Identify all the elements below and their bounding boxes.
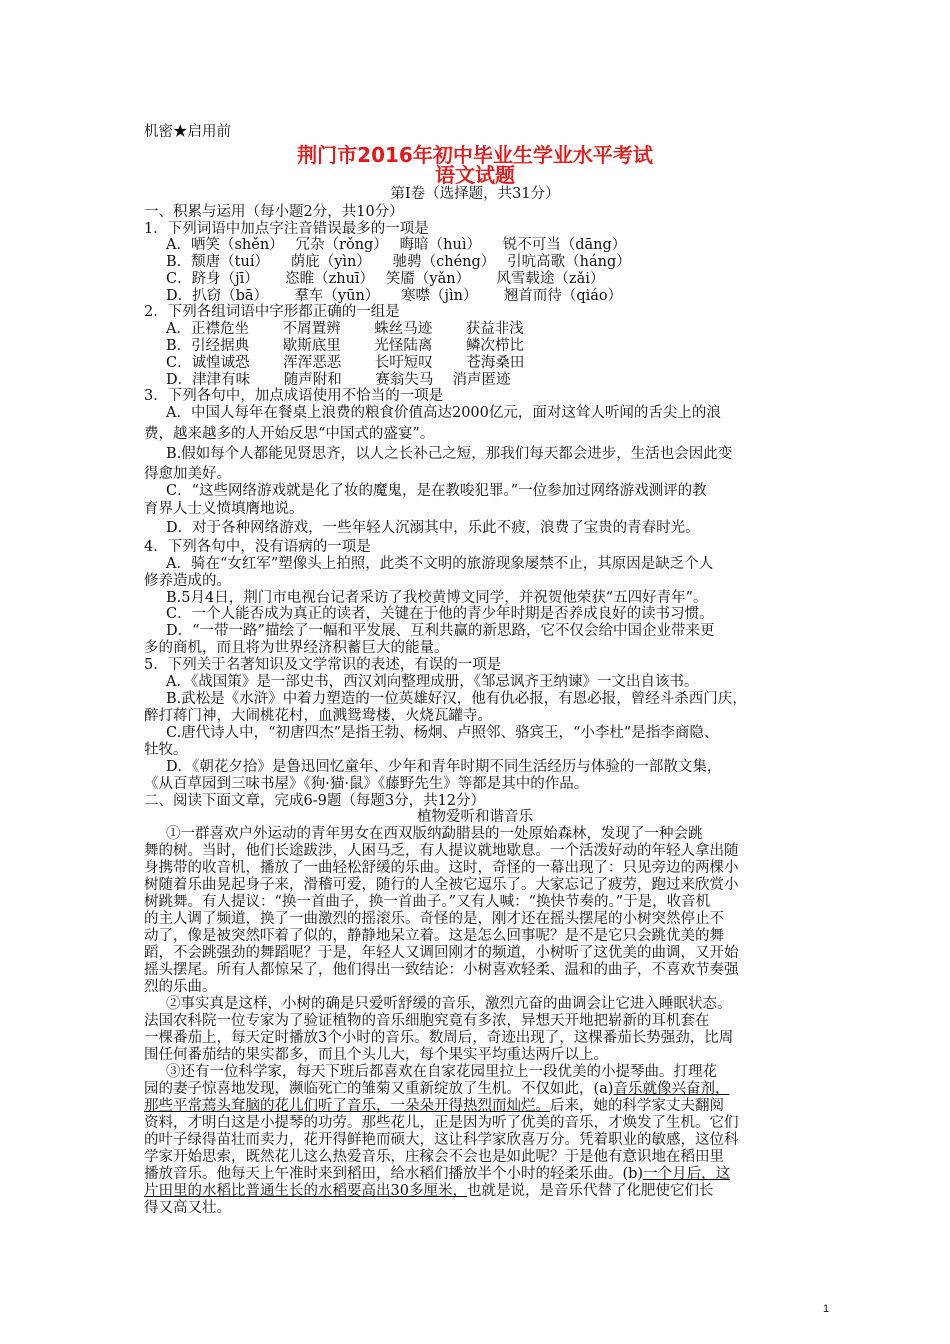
q1-stem: 1．下列词语中加点字注音错误最多的一项是: [144, 221, 429, 237]
p1-line: 摇头摆尾。所有人都惊呆了，他们得出一致结论：小树喜欢轻柔、温和的曲子，不喜欢节奏强: [144, 962, 739, 978]
q5-option-a-line1: A．《战国策》是一部史书，西汉刘向整理成册，《邹忌讽齐王纳谏》一文出自该书。: [166, 674, 699, 690]
q5-option-d-line1: D．《朝花夕拾》是鲁迅回忆童年、少年和青年时期不同生活经历与体验的一部散文集，: [166, 759, 722, 775]
q2-stem: 2．下列各组词语中字形都正确的一组是: [144, 304, 400, 320]
q3-option-d-line1: D．对于各种网络游戏，一些年轻人沉溺其中，乐此不疲，浪费了宝贵的青春时光。: [166, 520, 700, 536]
p3-underlined-sentence-a: 音乐就像兴奋剂，: [613, 1081, 730, 1097]
p2-line: 法国农科院一位专家为了验证植物的音乐细胞究竟有多浓，异想天开地把崭新的耳机套在: [144, 1013, 710, 1029]
p1-line: 身携带的收音机，播放了一曲轻松舒缓的乐曲。这时，奇怪的一幕出现了：只见旁边的两棵小: [144, 860, 739, 876]
exam-title: 荆门市2016年初中毕业生学业水平考试: [297, 143, 653, 167]
q2-option-b: B．引经据典 歇斯底里 光怪陆离 鳞次栉比: [166, 338, 524, 354]
p3-line: 的叶子绿得苗壮而卖力，花开得鲜艳而硕大，这让科学家欣喜万分。凭着职业的敏感，这位科: [144, 1132, 739, 1148]
exam-subtitle: 语文试题: [435, 163, 515, 187]
confidential-label: 机密★启用前: [144, 124, 231, 140]
p1-line: 的主人调了频道，换了一曲激烈的摇滚乐。奇怪的是，刚才还在摇头摆尾的小树突然停止不: [144, 911, 724, 927]
q3-option-b-line1: B.假如每个人都能见贤思齐，以人之长补己之短，那我们每天都会进步，生活也会因此变: [166, 446, 733, 462]
q4-stem: 4．下列各句中，没有语病的一项是: [144, 539, 371, 555]
p3-line: 学家开始思索，既然花儿这么热爱音乐，庄稼会不会也是如此呢？于是他有意识地在稻田里: [144, 1149, 724, 1165]
p3-text: 后来，她的科学家丈夫翻阅: [550, 1098, 724, 1114]
p3-text: 也就是说，是音乐代替了化肥使它们长: [466, 1183, 714, 1199]
q5-option-b-line2: 醉打蒋门神，大闹桃花村，血溅鸳鸯楼，火烧瓦罐寺。: [144, 708, 492, 724]
p1-line: 舞的树。当时，他们长途跋涉，人困马乏，有人提议就地歇息。一个活泼好动的年轻人拿出随: [144, 843, 739, 859]
page-number: 1: [823, 1303, 830, 1315]
q5-option-c-line1: C.唐代诗人中，“初唐四杰”是指王勃、杨炯、卢照邻、骆宾王，“小李杜”是指李商隐、: [166, 725, 719, 741]
p3-text: 播放音乐。他每天上午准时来到稻田，给水稻们播放半个小时的轻柔乐曲。(b): [144, 1166, 644, 1182]
p1-line: 蹈，不会跳强劲的舞蹈呢？于是，年轻人又调回刚才的频道，小树听了这优美的曲调，又开始: [144, 945, 739, 961]
q4-option-a-line2: 修养造成的。: [144, 573, 231, 589]
p3-text: 园的妻子惊喜地发现，濒临死亡的雏菊又重新绽放了生机。不仅如此，(a): [144, 1081, 614, 1097]
q3-option-c-line1: C．“这些网络游戏就是化了妆的魔鬼，是在教唆犯罪。”一位参加过网络游戏测评的教: [166, 483, 707, 499]
q4-option-d-line1: D．“一带一路”描绘了一幅和平发展、互利共赢的新思路，它不仅会给中国企业带来更: [166, 623, 715, 639]
p1-line: 树随着乐曲晃起身子来，滑稽可爱，随行的人全被它逗乐了。大家忘记了疲劳，跑过来欣赏小: [144, 877, 739, 893]
p3-underlined-sentence-b: 片田里的水稻比普通生长的水稻要高出30多厘米，: [144, 1183, 467, 1199]
p1-line: 烈的乐曲。: [144, 979, 217, 995]
section2-heading: 二、阅读下面文章，完成6-9题（每题3分，共12分）: [144, 793, 486, 809]
q3-option-a-line2: 费，越来越多的人开始反思“中国式的盛宴”。: [144, 426, 435, 442]
p3-underlined-sentence-a: 那些平常蔫头耷脑的花儿们听了音乐，一朵朵开得热烈而灿烂。: [144, 1098, 550, 1114]
q1-option-d: D．扒窃（bā） 羣车（yūn） 寒噤（jìn） 翘首而待（qiáo）: [166, 288, 623, 304]
p1-line: ①一群喜欢户外运动的青年男女在西双版纳勐腊县的一处原始森林，发现了一种会跳: [166, 826, 703, 842]
p2-line: 围任何番茄结的果实都多，而且个头儿大，每个果实平均重达两斤以上。: [144, 1047, 608, 1063]
q4-option-c-line1: C．一个人能否成为真正的读者，关键在于他的青少年时期是否养成良好的读书习惯。: [166, 606, 714, 622]
q3-stem: 3．下列各句中，加点成语使用不恰当的一项是: [144, 388, 444, 404]
p1-line: 树跳舞。有人提议：“换一首曲子，换一首曲子。”又有人喊：“换快节奏的。”于是，收音机: [144, 894, 711, 910]
p3-underlined-sentence-b: 一个月后，这: [643, 1166, 731, 1182]
p3-line: [144, 1166, 730, 1182]
q3-option-a-line1: A．中国人每年在餐桌上浪费的粮食价值高达2000亿元，面对这耸人听闻的舌尖上的浪: [166, 405, 721, 421]
section1-heading: 一、积累与运用（每小题2分，共10分）: [144, 204, 404, 220]
q1-option-c: C．跻身（jī） 恣睢（zhuī） 笑靥（yǎn） 风雪载途（zǎi）: [166, 271, 605, 287]
q5-stem: 5．下列关于名著知识及文学常识的表述，有误的一项是: [144, 657, 502, 673]
article-title: 植物爱听和谐音乐: [417, 809, 533, 825]
q1-option-b: B．颓唐（tuí） 荫庇（yìn） 驰骋（chéng） 引吭高歌（háng）: [166, 254, 631, 270]
q1-option-a: A．哂笑（shěn） 冗杂（rǒng） 晦暗（huì） 锐不可当（dāng）: [166, 237, 627, 253]
p2-line: 一棵番茄上，每天定时播放3个小时的音乐。数周后，奇迹出现了，这棵番茄长势强劲，比周: [144, 1030, 734, 1046]
p3-line: 得又高又壮。: [144, 1200, 231, 1216]
q4-option-b-line1: B.5月4日，荆门市电视台记者采访了我校黄博文同学，并祝贺他荣获“五四好青年”。: [166, 590, 708, 606]
q2-option-d: D．津津有味 随声附和 赛翁失马 消声匿迹: [166, 372, 511, 388]
q3-option-b-line2: 得愈加美好。: [144, 466, 231, 482]
q3-option-c-line2: 育界人士义愤填膺地说。: [144, 501, 304, 517]
q2-option-c: C．诚惶诚恐 浑浑恶恶 长吁短叹 苍海桑田: [166, 355, 525, 371]
p3-line: [144, 1183, 713, 1199]
q5-option-c-line2: 牡牧。: [144, 742, 188, 758]
p3-line: [144, 1098, 724, 1114]
q5-option-d-line2: 《从百草园到三味书屋》《狗·猫·鼠》《藤野先生》等都是其中的作品。: [144, 776, 589, 792]
p3-line: 资料，才明白这是小提琴的功劳。那些花儿，正是因为听了优美的音乐，才焕发了生机。它们: [144, 1115, 739, 1131]
q4-option-d-line2: 多的商机，而且将为世界经济积蓄巨大的能量。: [144, 640, 449, 656]
q4-option-a-line1: A．骑在“女红军”塑像头上拍照，此类不文明的旅游现象屡禁不止，其原因是缺乏个人: [166, 556, 714, 572]
q2-option-a: A．正襟危坐 不屑置辨 蛛丝马迹 获益非浅: [166, 321, 524, 337]
p3-line: [144, 1081, 729, 1097]
p2-line: ②事实真是这样，小树的确是只爱听舒缓的音乐，激烈亢奋的曲调会让它进入睡眠状态。: [166, 996, 732, 1012]
volume-label: 第Ⅰ卷（选择题，共31分）: [390, 186, 560, 202]
p3-line: ③还有一位科学家，每天下班后都喜欢在自家花园里拉上一段优美的小提琴曲。打理花: [166, 1064, 717, 1080]
p1-line: 动了，像是被突然吓着了似的，静静地呆立着。这是怎么回事呢？是不是它只会跳优美的舞: [144, 928, 724, 944]
q5-option-b-line1: B.武松是《水浒》中着力塑造的一位英雄好汉，他有仇必报，有恩必报，曾经斗杀西门庆，: [166, 691, 747, 707]
